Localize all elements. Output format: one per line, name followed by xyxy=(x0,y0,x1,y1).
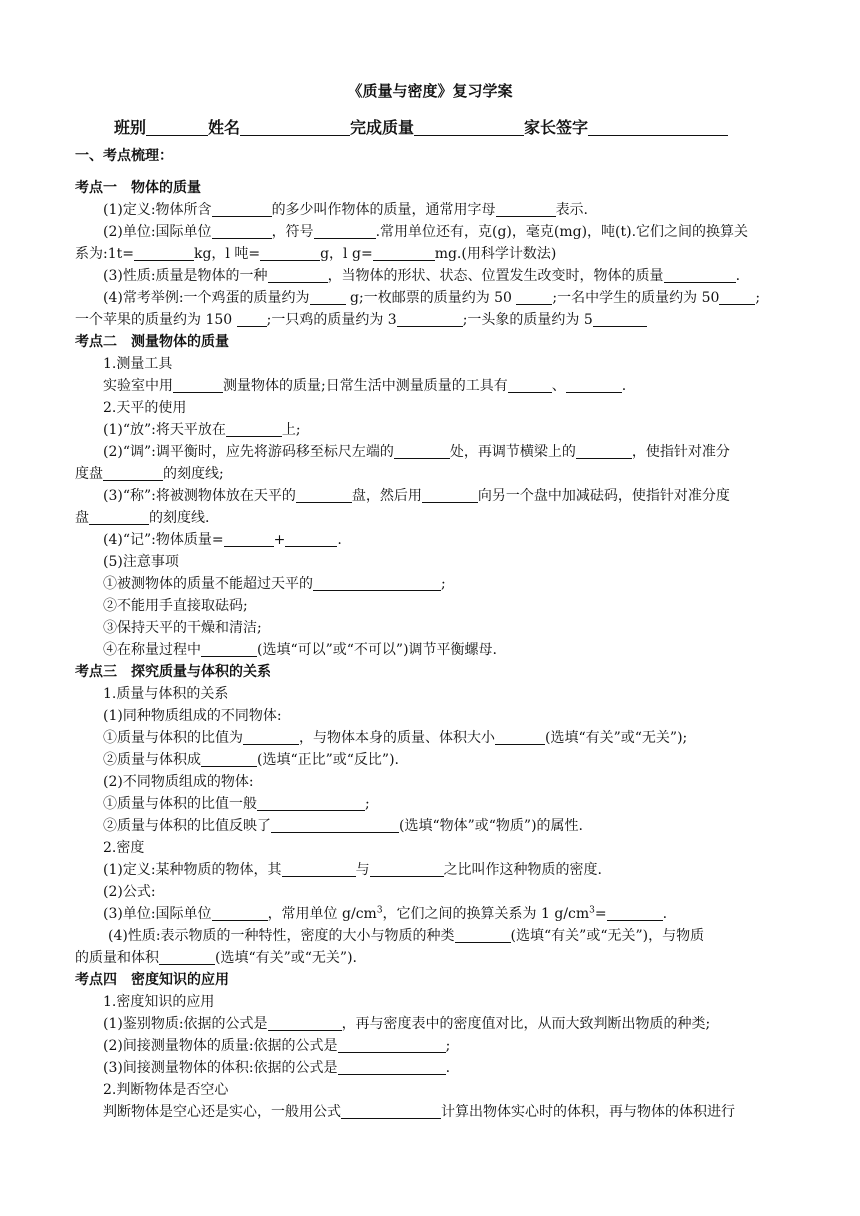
topic-3-line-6: ②质量与体积的比值反映了 (选填“物体”或“物质”)的属性. xyxy=(103,818,584,834)
answer-blank[interactable] xyxy=(508,377,552,393)
topic-4-sub-2: 2.判断物体是否空心 xyxy=(103,1082,229,1098)
topic-4-sub-1: 1.密度知识的应用 xyxy=(103,994,215,1010)
answer-blank[interactable] xyxy=(226,421,282,437)
answer-blank[interactable] xyxy=(593,311,647,327)
answer-blank[interactable] xyxy=(607,905,663,921)
answer-blank[interactable] xyxy=(422,487,478,503)
topic-2-line-12: ④在称量过程中 (选填“可以”或“不可以”)调节平衡螺母. xyxy=(103,642,498,658)
answer-blank[interactable] xyxy=(310,289,346,305)
answer-blank[interactable] xyxy=(159,949,215,965)
topic-2-line-4: 度盘 的刻度线; xyxy=(75,466,224,482)
topic-2-line-11: ③保持天平的干燥和清洁; xyxy=(103,620,262,636)
answer-blank[interactable] xyxy=(243,729,299,745)
topic-3-line-7: (1)定义:某种物质的物体，其 与 之比叫作这种物质的密度. xyxy=(103,862,603,878)
answer-blank[interactable] xyxy=(224,531,274,547)
answer-blank[interactable] xyxy=(173,377,223,393)
answer-blank[interactable] xyxy=(103,465,163,481)
name-label: 姓名 xyxy=(208,118,241,137)
answer-blank[interactable] xyxy=(314,223,376,239)
answer-blank[interactable] xyxy=(373,245,435,261)
answer-blank[interactable] xyxy=(370,861,444,877)
answer-blank[interactable] xyxy=(664,267,736,283)
answer-blank[interactable] xyxy=(201,641,257,657)
topic-3-line-9: (3)单位:国际单位 ，常用单位 $g/cm^3$，它们之间的换算关系为 1 $g/cm^3=$ . xyxy=(103,905,668,922)
answer-blank[interactable] xyxy=(495,729,545,745)
topic-3-line-4: (2)不同物质组成的物体: xyxy=(103,774,254,790)
topic-1-line-4: (3)性质:质量是物体的一种 ，当物体的形状、状态、位置发生改变时，物体的质量 . xyxy=(103,268,741,284)
quality-blank[interactable] xyxy=(414,120,524,136)
topic-3-line-3: ②质量与体积成 (选填“正比”或“反比”). xyxy=(103,752,400,768)
topic-3-heading: 考点三 探究质量与体积的关系 xyxy=(75,664,271,680)
topic-2-line-1: 实验室中用 测量物体的质量;日常生活中测量质量的工具有 、 . xyxy=(103,378,627,394)
answer-blank[interactable] xyxy=(268,267,328,283)
topic-1-line-5: (4)常考举例:一个鸡蛋的质量约为 g;一枚邮票的质量约为 50 ;一名中学生的质量约为 50 ; xyxy=(103,290,761,306)
name-blank[interactable] xyxy=(240,120,350,136)
answer-blank[interactable] xyxy=(212,905,268,921)
topic-4-line-4: 判断物体是空心还是实心，一般用公式 计算出物体实心时的体积，再与物体的体积进行 xyxy=(103,1104,735,1120)
class-label: 班别 xyxy=(114,118,147,137)
topic-2-sub-1: 1.测量工具 xyxy=(103,356,173,372)
answer-blank[interactable] xyxy=(496,201,556,217)
topic-2-line-3: (2)“调”:调平衡时，应先将游码移至标尺左端的 处，再调节横梁上的 ，使指针对准分 xyxy=(103,444,730,460)
topic-3-line-11: 的质量和体积 (选填“有关”或“无关”). xyxy=(75,950,358,966)
topic-2-line-7: (4)“记”:物体质量= + . xyxy=(103,532,342,548)
topic-4-line-2: (2)间接测量物体的质量:依据的公式是 ; xyxy=(103,1038,451,1054)
answer-blank[interactable] xyxy=(268,1015,342,1031)
worksheet-title: 《质量与密度》复习学案 xyxy=(347,82,513,100)
topic-3-sub-2: 2.密度 xyxy=(103,840,145,856)
topic-2-line-5: (3)“称”:将被测物体放在天平的 盘，然后用 向另一个盘中加减砝码，使指针对准分度 xyxy=(103,488,730,504)
answer-blank[interactable] xyxy=(212,201,272,217)
topic-2-heading: 考点二 测量物体的质量 xyxy=(75,334,229,350)
answer-blank[interactable] xyxy=(285,531,337,547)
topic-3-line-10: (4)性质:表示物质的一种特性，密度的大小与物质的种类 (选填“有关”或“无关”)，与物质 xyxy=(108,928,705,944)
answer-blank[interactable] xyxy=(341,1103,441,1119)
topic-1-line-1: (1)定义:物体所含 的多少叫作物体的质量，通常用字母 表示. xyxy=(103,202,589,218)
topic-1-line-3: 系为:1t= kg，l 吨= g，l g= mg.(用科学计数法) xyxy=(75,246,557,262)
topic-1-line-6: 一个苹果的质量约为 150 ;一只鸡的质量约为 3 ;一头象的质量约为 5 xyxy=(75,309,795,331)
answer-blank[interactable] xyxy=(296,487,352,503)
topic-3-line-2: ①质量与体积的比值为 ，与物体本身的质量、体积大小 (选填“有关”或“无关”); xyxy=(103,730,688,746)
topic-3-line-1: (1)同种物质组成的不同物体: xyxy=(103,708,282,724)
topic-3-line-8: (2)公式: xyxy=(103,884,156,900)
topic-2-line-10: ②不能用手直接取砝码; xyxy=(103,598,248,614)
parent-signature-blank[interactable] xyxy=(588,120,728,136)
topic-4-line-1: (1)鉴别物质:依据的公式是 ，再与密度表中的密度值对比，从而大致判断出物质的种类; xyxy=(103,1016,711,1032)
topic-3-line-5: ①质量与体积的比值一般 ; xyxy=(103,796,370,812)
answer-blank[interactable] xyxy=(455,927,511,943)
section-heading: 一、考点梳理： xyxy=(75,148,173,164)
answer-blank[interactable] xyxy=(201,751,257,767)
topic-1-heading: 考点一 物体的质量 xyxy=(75,180,201,196)
answer-blank[interactable] xyxy=(338,1037,446,1053)
topic-4-line-3: (3)间接测量物体的体积:依据的公式是 . xyxy=(103,1060,451,1076)
topic-3-sub-1: 1.质量与体积的关系 xyxy=(103,686,229,702)
answer-blank[interactable] xyxy=(338,1059,446,1075)
topic-2-line-9: ①被测物体的质量不能超过天平的 ; xyxy=(103,576,446,592)
answer-blank[interactable] xyxy=(260,245,320,261)
answer-blank[interactable] xyxy=(313,575,441,591)
answer-blank[interactable] xyxy=(566,377,622,393)
answer-blank[interactable] xyxy=(394,443,450,459)
answer-blank[interactable] xyxy=(516,289,552,305)
topic-2-line-8: (5)注意事项 xyxy=(103,554,179,570)
quality-label: 完成质量 xyxy=(350,118,415,137)
answer-blank[interactable] xyxy=(212,223,272,239)
topic-2-line-2: (1)“放”:将天平放在 上; xyxy=(103,422,301,438)
topic-4-heading: 考点四 密度知识的应用 xyxy=(75,972,229,988)
class-blank[interactable] xyxy=(146,120,208,136)
answer-blank[interactable] xyxy=(237,311,267,327)
answer-blank[interactable] xyxy=(257,795,365,811)
answer-blank[interactable] xyxy=(271,817,399,833)
answer-blank[interactable] xyxy=(134,245,194,261)
answer-blank[interactable] xyxy=(576,443,632,459)
answer-blank[interactable] xyxy=(719,289,755,305)
answer-blank[interactable] xyxy=(397,311,463,327)
answer-blank[interactable] xyxy=(282,861,356,877)
topic-2-line-6: 盘 的刻度线. xyxy=(75,510,210,526)
parent-signature-label: 家长签字 xyxy=(524,118,589,137)
topic-1-line-2: (2)单位:国际单位 ，符号 .常用单位还有，克(g)，毫克(mg)，吨(t).它们之间的换算关 xyxy=(103,224,749,240)
student-info-line xyxy=(114,115,814,138)
answer-blank[interactable] xyxy=(89,509,149,525)
worksheet-content xyxy=(75,145,795,1123)
topic-2-sub-2: 2.天平的使用 xyxy=(103,400,187,416)
